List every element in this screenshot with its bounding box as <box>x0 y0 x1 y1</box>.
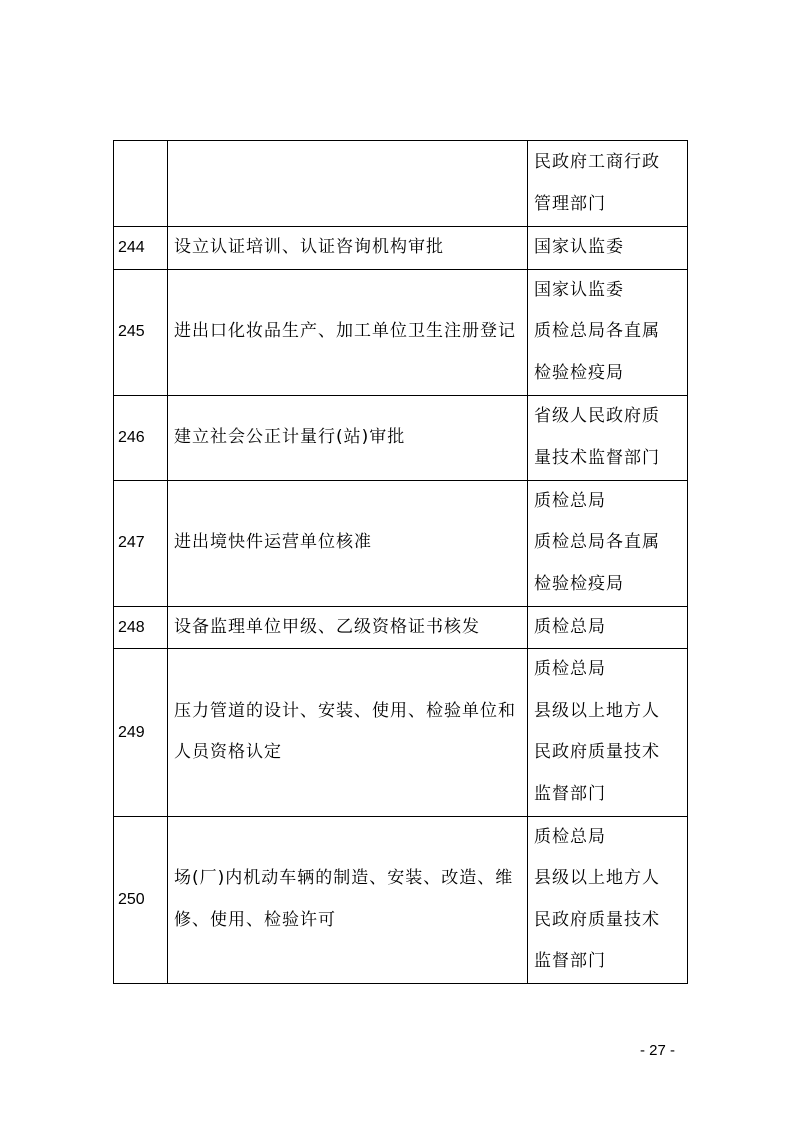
approval-item: 设立认证培训、认证咨询机构审批 <box>168 227 528 270</box>
permit-items-table <box>113 140 688 984</box>
authority-line: 民政府质量技术 <box>534 742 660 763</box>
approval-item: 压力管道的设计、安装、使用、检验单位和人员资格认定 <box>168 649 528 816</box>
authority-line: 县级以上地方人 <box>534 868 660 889</box>
authority-line: 质检总局各直属 <box>534 532 660 553</box>
row-number: 244 <box>114 227 168 270</box>
approving-authority <box>528 395 688 480</box>
authority-line: 检验检疫局 <box>534 362 624 383</box>
authority-line: 民政府质量技术 <box>534 909 660 930</box>
authority-line: 民政府工商行政 <box>534 151 660 172</box>
authority-line: 质检总局 <box>534 826 606 847</box>
authority-line: 国家认监委 <box>534 279 624 300</box>
table-row <box>114 480 688 606</box>
authority-line: 省级人民政府质 <box>534 406 660 426</box>
authority-line: 国家认监委 <box>534 237 624 257</box>
approving-authority <box>528 480 688 606</box>
approval-item: 场(厂)内机动车辆的制造、安装、改造、维修、使用、检验许可 <box>168 816 528 983</box>
approving-authority <box>528 606 688 649</box>
approval-item: 进出口化妆品生产、加工单位卫生注册登记 <box>168 269 528 395</box>
approval-item: 建立社会公正计量行(站)审批 <box>168 395 528 480</box>
table-row <box>114 649 688 816</box>
table-row <box>114 227 688 270</box>
authority-line: 县级以上地方人 <box>534 700 660 721</box>
approval-item: 设备监理单位甲级、乙级资格证书核发 <box>168 606 528 649</box>
authority-line: 质检总局 <box>534 659 606 680</box>
approval-item <box>168 141 528 227</box>
authority-line: 量技术监督部门 <box>534 447 660 468</box>
approving-authority <box>528 649 688 816</box>
row-number: 247 <box>114 480 168 606</box>
table-row <box>114 141 688 227</box>
authority-line: 管理部门 <box>534 193 606 214</box>
approving-authority <box>528 141 688 227</box>
row-number: 249 <box>114 649 168 816</box>
table-row <box>114 269 688 395</box>
authority-line: 质检总局各直属 <box>534 321 660 342</box>
authority-line: 检验检疫局 <box>534 573 624 594</box>
approval-item: 进出境快件运营单位核准 <box>168 480 528 606</box>
authority-line: 监督部门 <box>534 783 606 804</box>
row-number: 248 <box>114 606 168 649</box>
authority-line: 质检总局 <box>534 616 606 637</box>
row-number: 246 <box>114 395 168 480</box>
approving-authority <box>528 816 688 983</box>
table-row <box>114 606 688 649</box>
approving-authority <box>528 227 688 270</box>
authority-line: 监督部门 <box>534 951 606 972</box>
table-row <box>114 816 688 983</box>
page-number: - 27 - <box>640 1042 676 1059</box>
approving-authority <box>528 269 688 395</box>
row-number <box>114 141 168 227</box>
row-number: 250 <box>114 816 168 983</box>
row-number: 245 <box>114 269 168 395</box>
authority-line: 质检总局 <box>534 490 606 511</box>
table-row <box>114 395 688 480</box>
